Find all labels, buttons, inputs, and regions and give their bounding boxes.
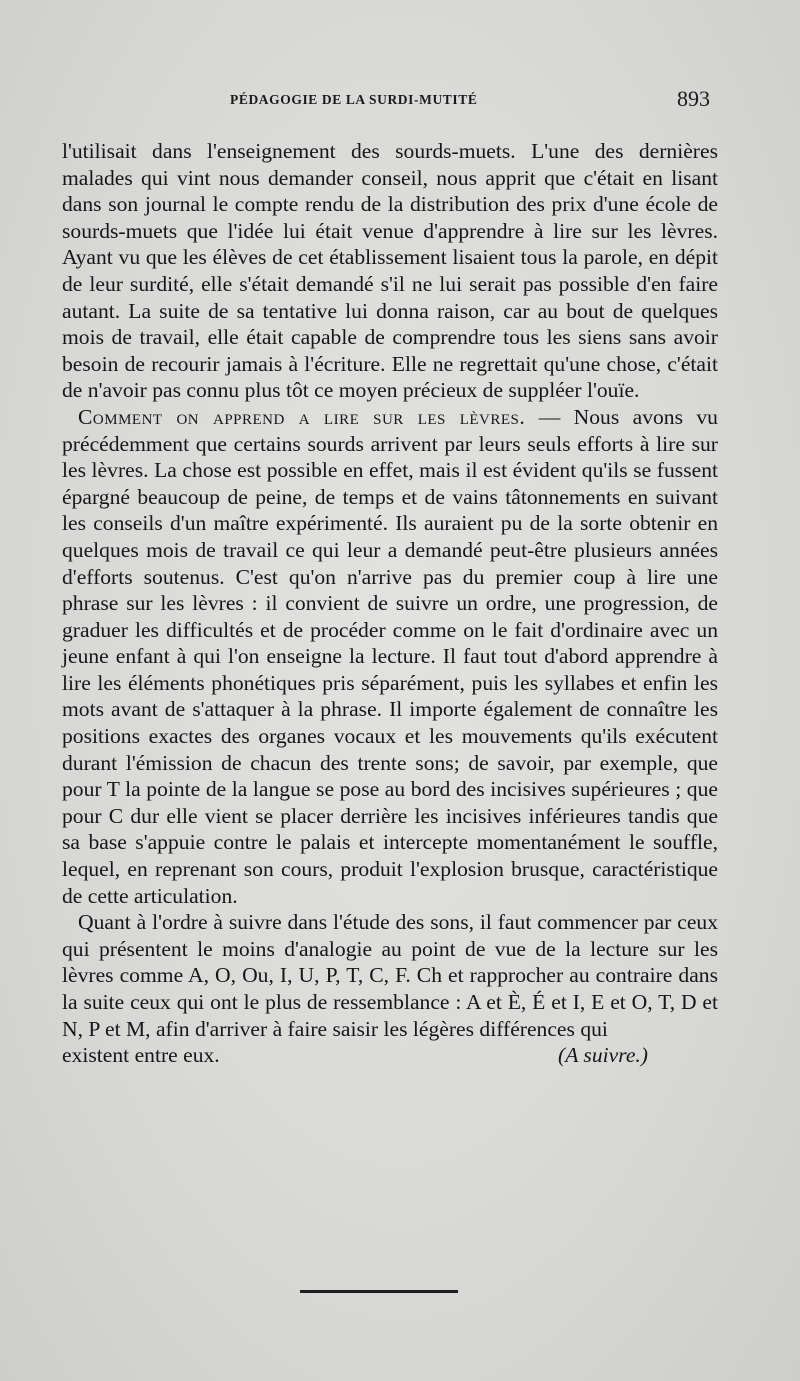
paragraph-3-last-line: existent entre eux.: [62, 1043, 220, 1068]
section-heading: Comment on apprend a lire sur les lèvres.: [78, 404, 526, 429]
closing-line: [62, 1042, 718, 1069]
running-head: [62, 86, 718, 116]
page-number: 893: [677, 86, 710, 111]
paragraph-2-text: — Nous avons vu précédemment que certains sourds arrivent par leurs seuls efforts à lire sur les lèvres. La chose est possible en effet, mais il est évident qu'ils se fussent épargné beaucoup de peine, de temps et de vains tâtonnements en suivant les conseils d'un maître expérimenté. Ils auraient pu de la sorte obtenir en quelques mois de travail ce qui leur a demandé peut-être plusieurs années d'efforts soutenus. C'est qu'on n'arrive pas du premier coup à lire une phrase sur les lèvres : il convient de suivre un ordre, une progression, de graduer les difficultés et de procéder comme on le fait d'ordinaire avec un jeune enfant à qui l'on enseigne la lecture. Il faut tout d'abord apprendre à lire les éléments phonétiques pris séparément, puis les syllabes et enfin les mots avant de s'attaquer à la phrase. Il importe également de connaître les positions exactes des organes vocaux et les mouvements qu'ils exécutent durant l'émission de chacun des trente sons; de savoir, par exemple, que pour T la pointe de la langue se pose au bord des incisives supérieures ; que pour C dur elle vient se placer derrière les incisives inférieures tandis que sa base s'appuie contre le palais et intercepte momentanément le souffle, lequel, en reprenant son cours, produit l'explosion brusque, caractéristique de cette articulation.: [62, 404, 718, 908]
paragraph-3: Quant à l'ordre à suivre dans l'étude des sons, il faut commencer par ceux qui présentent le moins d'analogie au point de vue de la lecture sur les lèvres comme A, O, Ou, I, U, P, T, C, F. Ch et rapprocher au contraire dans la suite ceux qui ont le plus de ressemblance : A et È, É et I, E et O, T, D et N, P et M, afin d'arriver à faire saisir les légères différences qui: [62, 910, 718, 1041]
body-text: [62, 138, 718, 1069]
to-be-continued: (A suivre.): [558, 1043, 648, 1068]
end-rule: [300, 1290, 458, 1293]
running-title: PÉDAGOGIE DE LA SURDI-MUTITÉ: [230, 92, 478, 107]
paragraph-1: l'utilisait dans l'enseignement des sourds-muets. L'une des dernières malades qui vint nous demander conseil, nous apprit que c'était en lisant dans son journal le compte rendu de la distribution des prix d'une école de sourds-muets que l'idée lui était venue d'apprendre à lire sur les lèvres. Ayant vu que les élèves de cet établissement lisaient tous la parole, en dépit de leur surdité, elle s'était demandé s'il ne lui serait pas possible d'en faire autant. La suite de sa tentative lui donna raison, car au bout de quelques mois de travail, elle était capable de comprendre tous les siens sans avoir besoin de recourir jamais à l'écriture. Elle ne regrettait qu'une chose, c'était de n'avoir pas connu plus tôt ce moyen précieux de suppléer l'ouïe.: [62, 139, 718, 403]
paragraph-2: [62, 404, 718, 909]
